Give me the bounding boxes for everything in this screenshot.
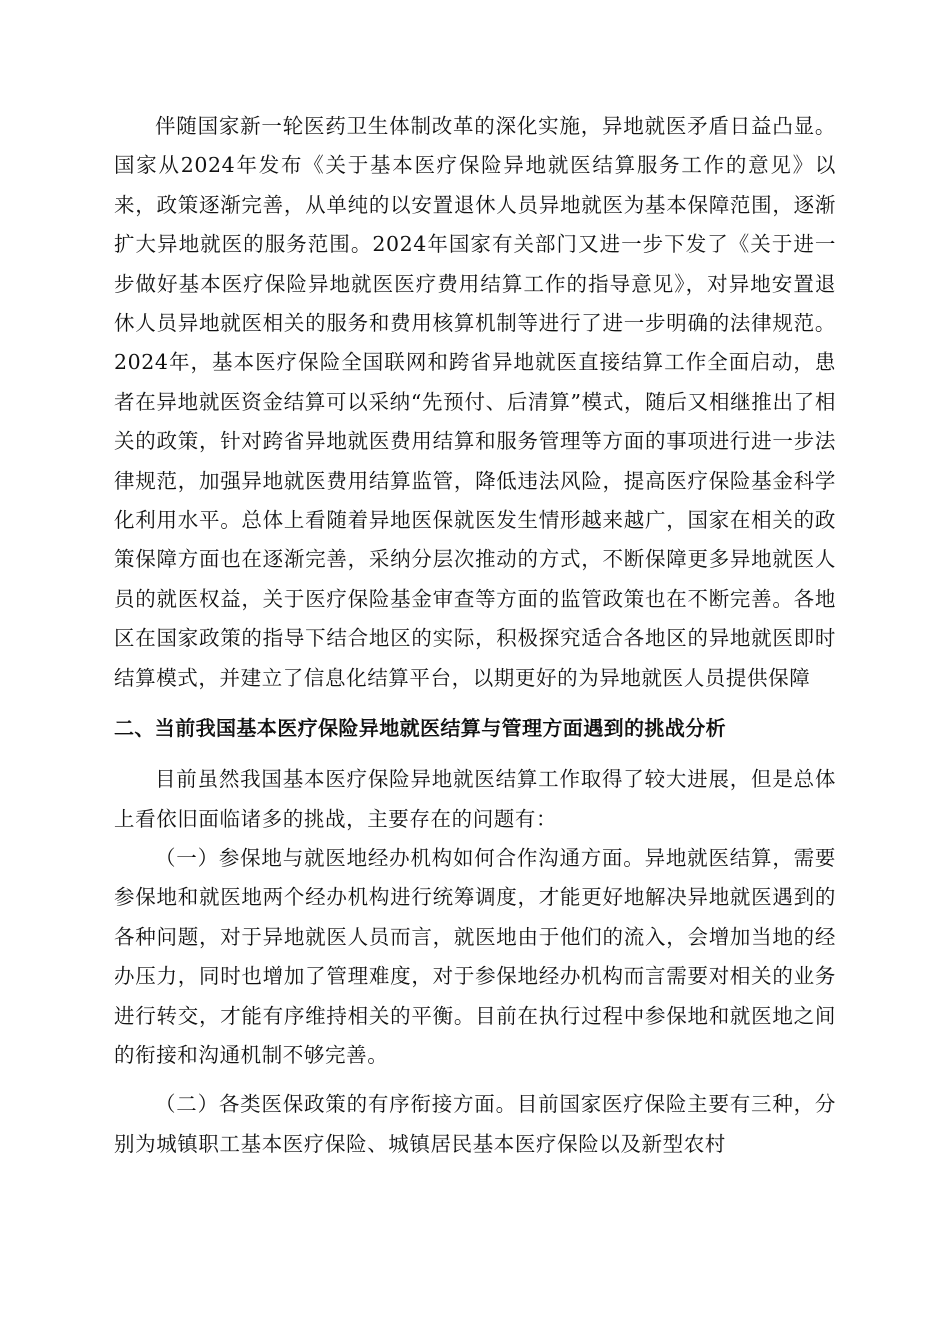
body-paragraph-cooperation: （一）参保地与就医地经办机构如何合作沟通方面。异地就医结算，需要参保地和就医地两个经办机构进行统筹调度，才能更好地解决异地就医遇到的各种问题，对于异地就医人员而言，就医地由于他们的流入，会增加当地的经办压力，同时也增加了管理难度，对于参保地经办机构而言需要对相关的业务进行转交，才能有序维持相关的平衡。目前在执行过程中参保地和就医地之间的衔接和沟通机制不够完善。 <box>114 845 836 1067</box>
body-paragraph-intro-challenges: 目前虽然我国基本医疗保险异地就医结算工作取得了较大进展，但是总体上看依旧面临诸多的挑战，主要存在的问题有： <box>114 767 836 831</box>
body-paragraph-policy-background: 伴随国家新一轮医药卫生体制改革的深化实施，异地就医矛盾日益凸显。国家从2024年发布《关于基本医疗保险异地就医结算服务工作的意见》以来，政策逐渐完善，从单纯的以安置退休人员异地就医为基本保障范围，逐渐扩大异地就医的服务范围。2024年国家有关部门又进一步下发了《关于进一步做好基本医疗保险异地就医医疗费用结算工作的指导意见》，对异地安置退休人员异地就医相关的服务和费用核算机制等进行了进一步明确的法律规范。2024年，基本医疗保险全国联网和跨省异地就医直接结算工作全面启动，患者在异地就医资金结算可以采纳“先预付、后清算”模式，随后又相继推出了相关的政策，针对跨省异地就医费用结算和服务管理等方面的事项进行进一步法律规范，加强异地就医费用结算监管，降低违法风险，提高医疗保险基金科学化利用水平。总体上看随着异地医保就医发生情形越来越广，国家在相关的政策保障方面也在逐渐完善，采纳分层次推动的方式，不断保障更多异地就医人员的就医权益，关于医疗保险基金审查等方面的监管政策也在不断完善。各地区在国家政策的指导下结合地区的实际，积极探究适合各地区的异地就医即时结算模式，并建立了信息化结算平台，以期更好的为异地就医人员提供保障 <box>114 114 836 690</box>
body-paragraph-policy-linkage: （二）各类医保政策的有序衔接方面。目前国家医疗保险主要有三种，分别为城镇职工基本医疗保险、城镇居民基本医疗保险以及新型农村 <box>114 1092 836 1156</box>
document-page <box>114 107 836 1178</box>
section-heading-challenges: 二、当前我国基本医疗保险异地就医结算与管理方面遇到的挑战分析 <box>114 716 726 741</box>
